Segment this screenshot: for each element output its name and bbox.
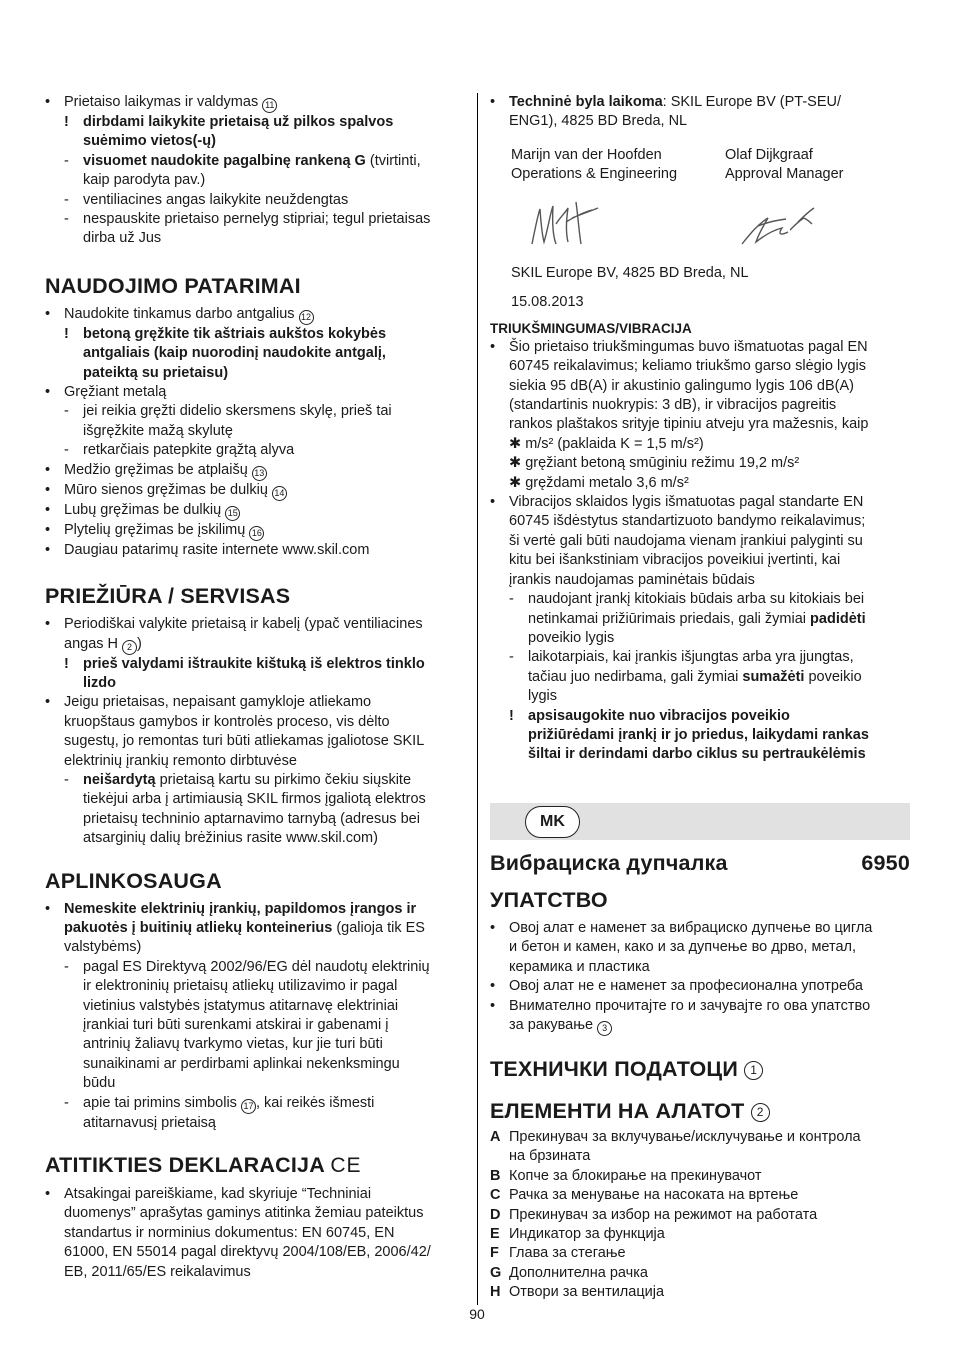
section-heading-declaration: ATITIKTIES DEKLARACIJA CE [45, 1153, 362, 1178]
figure-ref: 16 [249, 526, 264, 541]
section-heading-elements: ЕЛЕМЕНТИ НА АЛАТОТ 2 [490, 1098, 910, 1124]
list-item: • Внимателно прочитајте го и зачувајте го ова упатство за ракување 3 [490, 997, 910, 1036]
column-divider [477, 93, 478, 1305]
figure-ref: 11 [262, 98, 277, 113]
element-item: C Рачка за менување на насоката на вртење [490, 1187, 799, 1204]
figure-ref: 2 [751, 1103, 770, 1122]
list-item: • Jeigu prietaisas, nepaisant gamykloje atliekamo kruopštaus gamybos ir kontrolės proceso, vis dėlto sugestų, jo remontas turi būti atliekamas įgaliotose SKIL elektrinių įrankių remonto dirbtuvėse [45, 694, 425, 769]
warning-item: ! betoną gręžkite tik aštriais aukštos kokybės antgaliais (kaip nuorodinį naudokite antgalį, pateiktą su prietaisu) [64, 325, 387, 381]
left-column [45, 93, 465, 1282]
signer-role: Approval Manager [725, 166, 844, 183]
signature-2-icon [738, 204, 818, 254]
element-item: F Глава за стегање [490, 1245, 626, 1262]
star-icon: ✱ [509, 474, 522, 491]
list-item: • Nemeskite elektrinių įrankių, papildomos įrangos ir pakuotės į buitinių atliekų konteinerius (galioja tik ES valstybėms) [45, 900, 425, 956]
sub-item: - laikotarpiais, kai įrankis išjungtas arba yra įjungtas, tačiau juo nedirbama, gali žymiai sumažėti poveikio lygis [509, 649, 862, 705]
sub-item: - pagal ES Direktyvą 2002/96/EG dėl naudotų elektrinių ir elektroninių prietaisų atliekų utilizavimo ir pagal vietinius valstybės įstatymus atitarnavę elektriniai įrankiai turi būti surenkami atskirai ir gabenami į antrinių žaliavų tvarkymo vietas, kur jie turi būti sunaikinami ar perdirbami aplinkai nekenksmingu būdu [64, 958, 430, 1092]
list-item: • Prietaiso laikymas ir valdymas 11 [45, 93, 465, 113]
element-item: D Прекинувач за избор на режимот на работата [490, 1206, 818, 1223]
model-number: 6950 [861, 851, 910, 875]
right-column [490, 93, 910, 765]
mk-section [490, 850, 910, 1303]
sub-item: - visuomet naudokite pagalbinę rankeną G (tvirtinti, kaip parodyta pav.) [64, 152, 421, 189]
sub-item: - apie tai primins simbolis 17 , kai reikės išmesti atitarnavusį prietaisą [64, 1094, 375, 1131]
sub-item: - ventiliacines angas laikykite neuždengtas [64, 191, 349, 208]
element-item: E Индикатор за функција [490, 1226, 665, 1243]
list-item: • Овој алат е наменет за вибрациско дупчење во цигла и бетон и камен, како и за дупчење во дрво, метал, керамика и пластика [490, 920, 873, 975]
list-item: • Atsakingai pareiškiame, kad skyriuje “Techniniai duomenys” aprašytas gaminys atitinka žemiau pateiktus standartus ir norminius dokumentus: EN 60745, EN 61000, EN 55014 pagal direktyvų 2004/108/EB, 2006/42/ EB, 2011/65/ES reikalavimus [45, 1186, 431, 1280]
list-item: • Medžio gręžimas be atplaišų 13 [45, 461, 465, 481]
figure-ref: 2 [122, 640, 137, 655]
warning-item: ! prieš valydami ištraukite kištuką iš elektros tinklo lizdo [64, 655, 425, 691]
signer-name: Marijn van der Hoofden [511, 146, 662, 163]
section-heading-tips: NAUDOJIMO PATARIMAI [45, 273, 301, 298]
language-bar [490, 803, 910, 840]
declaration-date: 15.08.2013 [511, 293, 584, 310]
company-address: SKIL Europe BV, 4825 BD Breda, NL [511, 264, 749, 281]
language-badge: MK [525, 806, 580, 838]
sub-item: - nespauskite prietaiso pernelyg stipriai; tegul prietaisas dirba už Jus [64, 211, 431, 247]
list-item: • Techninė byla laikoma: SKIL Europe BV (PT-SEU/ ENG1), 4825 BD Breda, NL [490, 94, 842, 130]
section-heading-environment: APLINKOSAUGA [45, 868, 222, 893]
figure-ref: 15 [225, 506, 240, 521]
warning-item: ! dirbdami laikykite prietaisą už pilkos spalvos suėmimo vietos(-ų) [64, 114, 394, 150]
list-item: • Naudokite tinkamus darbo antgalius 12 [45, 305, 465, 325]
list-item: • Vibracijos sklaidos lygis išmatuotas pagal standarte EN 60745 išdėstytus standartizuoto bandymo reikalavimus; ši vertė gali būti naudojama vienam įrankiui palyginti su kitu bei išankstiniam vibracijos poveikiui įvertinti, kai įrankis naudojamas paminėtais būdais [490, 494, 866, 588]
elements-list [490, 1128, 910, 1303]
noise-heading: TRIUKŠMINGUMAS/VIBRACIJA [490, 320, 692, 336]
section-heading-instructions: УПАТСТВО [490, 888, 608, 912]
list-item: • Plytelių gręžimas be įskilimų 16 [45, 521, 465, 541]
product-title: Вибрациска дупчалка 6950 [490, 851, 910, 875]
element-item: B Копче за блокирање на прекинувачот [490, 1167, 762, 1184]
star-icon: ✱ [509, 435, 522, 452]
list-item: • Lubų gręžimas be dulkių 15 [45, 501, 465, 521]
list-item: • Daugiau patarimų rasite internete www.skil.com [45, 541, 370, 558]
list-item: • Periodiškai valykite prietaisą ir kabelį (ypač ventiliacines angas H 2 ) [45, 615, 465, 654]
sub-item: - retkarčiais patepkite grąžtą alyva [64, 442, 295, 459]
list-item: • Šio prietaiso triukšmingumas buvo išmatuotas pagal EN 60745 reikalavimus; keliamo triukšmo garso slėgio lygis siekia 95 dB(A) ir akustinio galingumo lygis 106 dB(A) (standartinis nuokrypis: 3 dB), ir vibracijos pagreitis rankos plaštakos srityje tipiniu atveju yra mažesnis, kaip ✱ m/s² (paklaida K = 1,5 m/s²) ✱ gręžiant betoną smūginiu režimu 19,2 m/s² ✱ gręždami metalo 3,6 m/s² [490, 338, 869, 491]
ce-mark-icon: CE [330, 1154, 362, 1178]
figure-ref: 1 [744, 1061, 763, 1080]
page-number: 90 [469, 1306, 485, 1322]
list-item: • Gręžiant metalą [45, 384, 167, 401]
signature-block [490, 146, 910, 310]
element-item: A Прекинувач за вклучување/исклучување и контрола на брзината [490, 1129, 861, 1165]
section-heading-tech-data: ТЕХНИЧКИ ПОДАТОЦИ 1 [490, 1056, 910, 1082]
element-item: G Дополнителна рачка [490, 1264, 648, 1281]
section-heading-service: PRIEŽIŪRA / SERVISAS [45, 584, 291, 609]
sub-item: - neišardytą prietaisą kartu su pirkimo čekiu siųskite tiekėjui arba į artimiausią SKIL firmos įgaliotą elektros prietaisų techninio aptarnavimo tarnybą (adresus bei atsarginių dalių brėžinius rasite www.skil.com) [64, 771, 426, 847]
list-item: • Овој алат не е наменет за професионална употреба [490, 978, 863, 995]
element-item: H Отвори за вентилација [490, 1284, 665, 1301]
sub-item: - naudojant įrankį kitokiais būdais arba su kitokiais bei netinkamai prižiūrimais priedais, gali žymiai padidėti poveikio lygis [509, 591, 866, 646]
figure-ref: 17 [241, 1099, 256, 1114]
figure-ref: 12 [299, 310, 314, 325]
signer-role: Operations & Engineering [511, 166, 678, 183]
list-item: • Mūro sienos gręžimas be dulkių 14 [45, 481, 465, 501]
figure-ref: 14 [272, 486, 287, 501]
sub-item: - jei reikia gręžti didelio skersmens skylę, prieš tai išgręžkite mažą skylutę [64, 403, 392, 439]
star-icon: ✱ [509, 455, 522, 472]
signer-name: Olaf Dijkgraaf [725, 146, 813, 163]
warning-item: ! apsisaugokite nuo vibracijos poveikio prižiūrėdami įrankį ir jo priedus, laikydami rankas šiltai ir derindami darbo ciklus su pertraukėlėmis [509, 707, 869, 763]
signature-1-icon [526, 194, 606, 254]
figure-ref: 13 [252, 466, 267, 481]
figure-ref: 3 [597, 1021, 612, 1036]
